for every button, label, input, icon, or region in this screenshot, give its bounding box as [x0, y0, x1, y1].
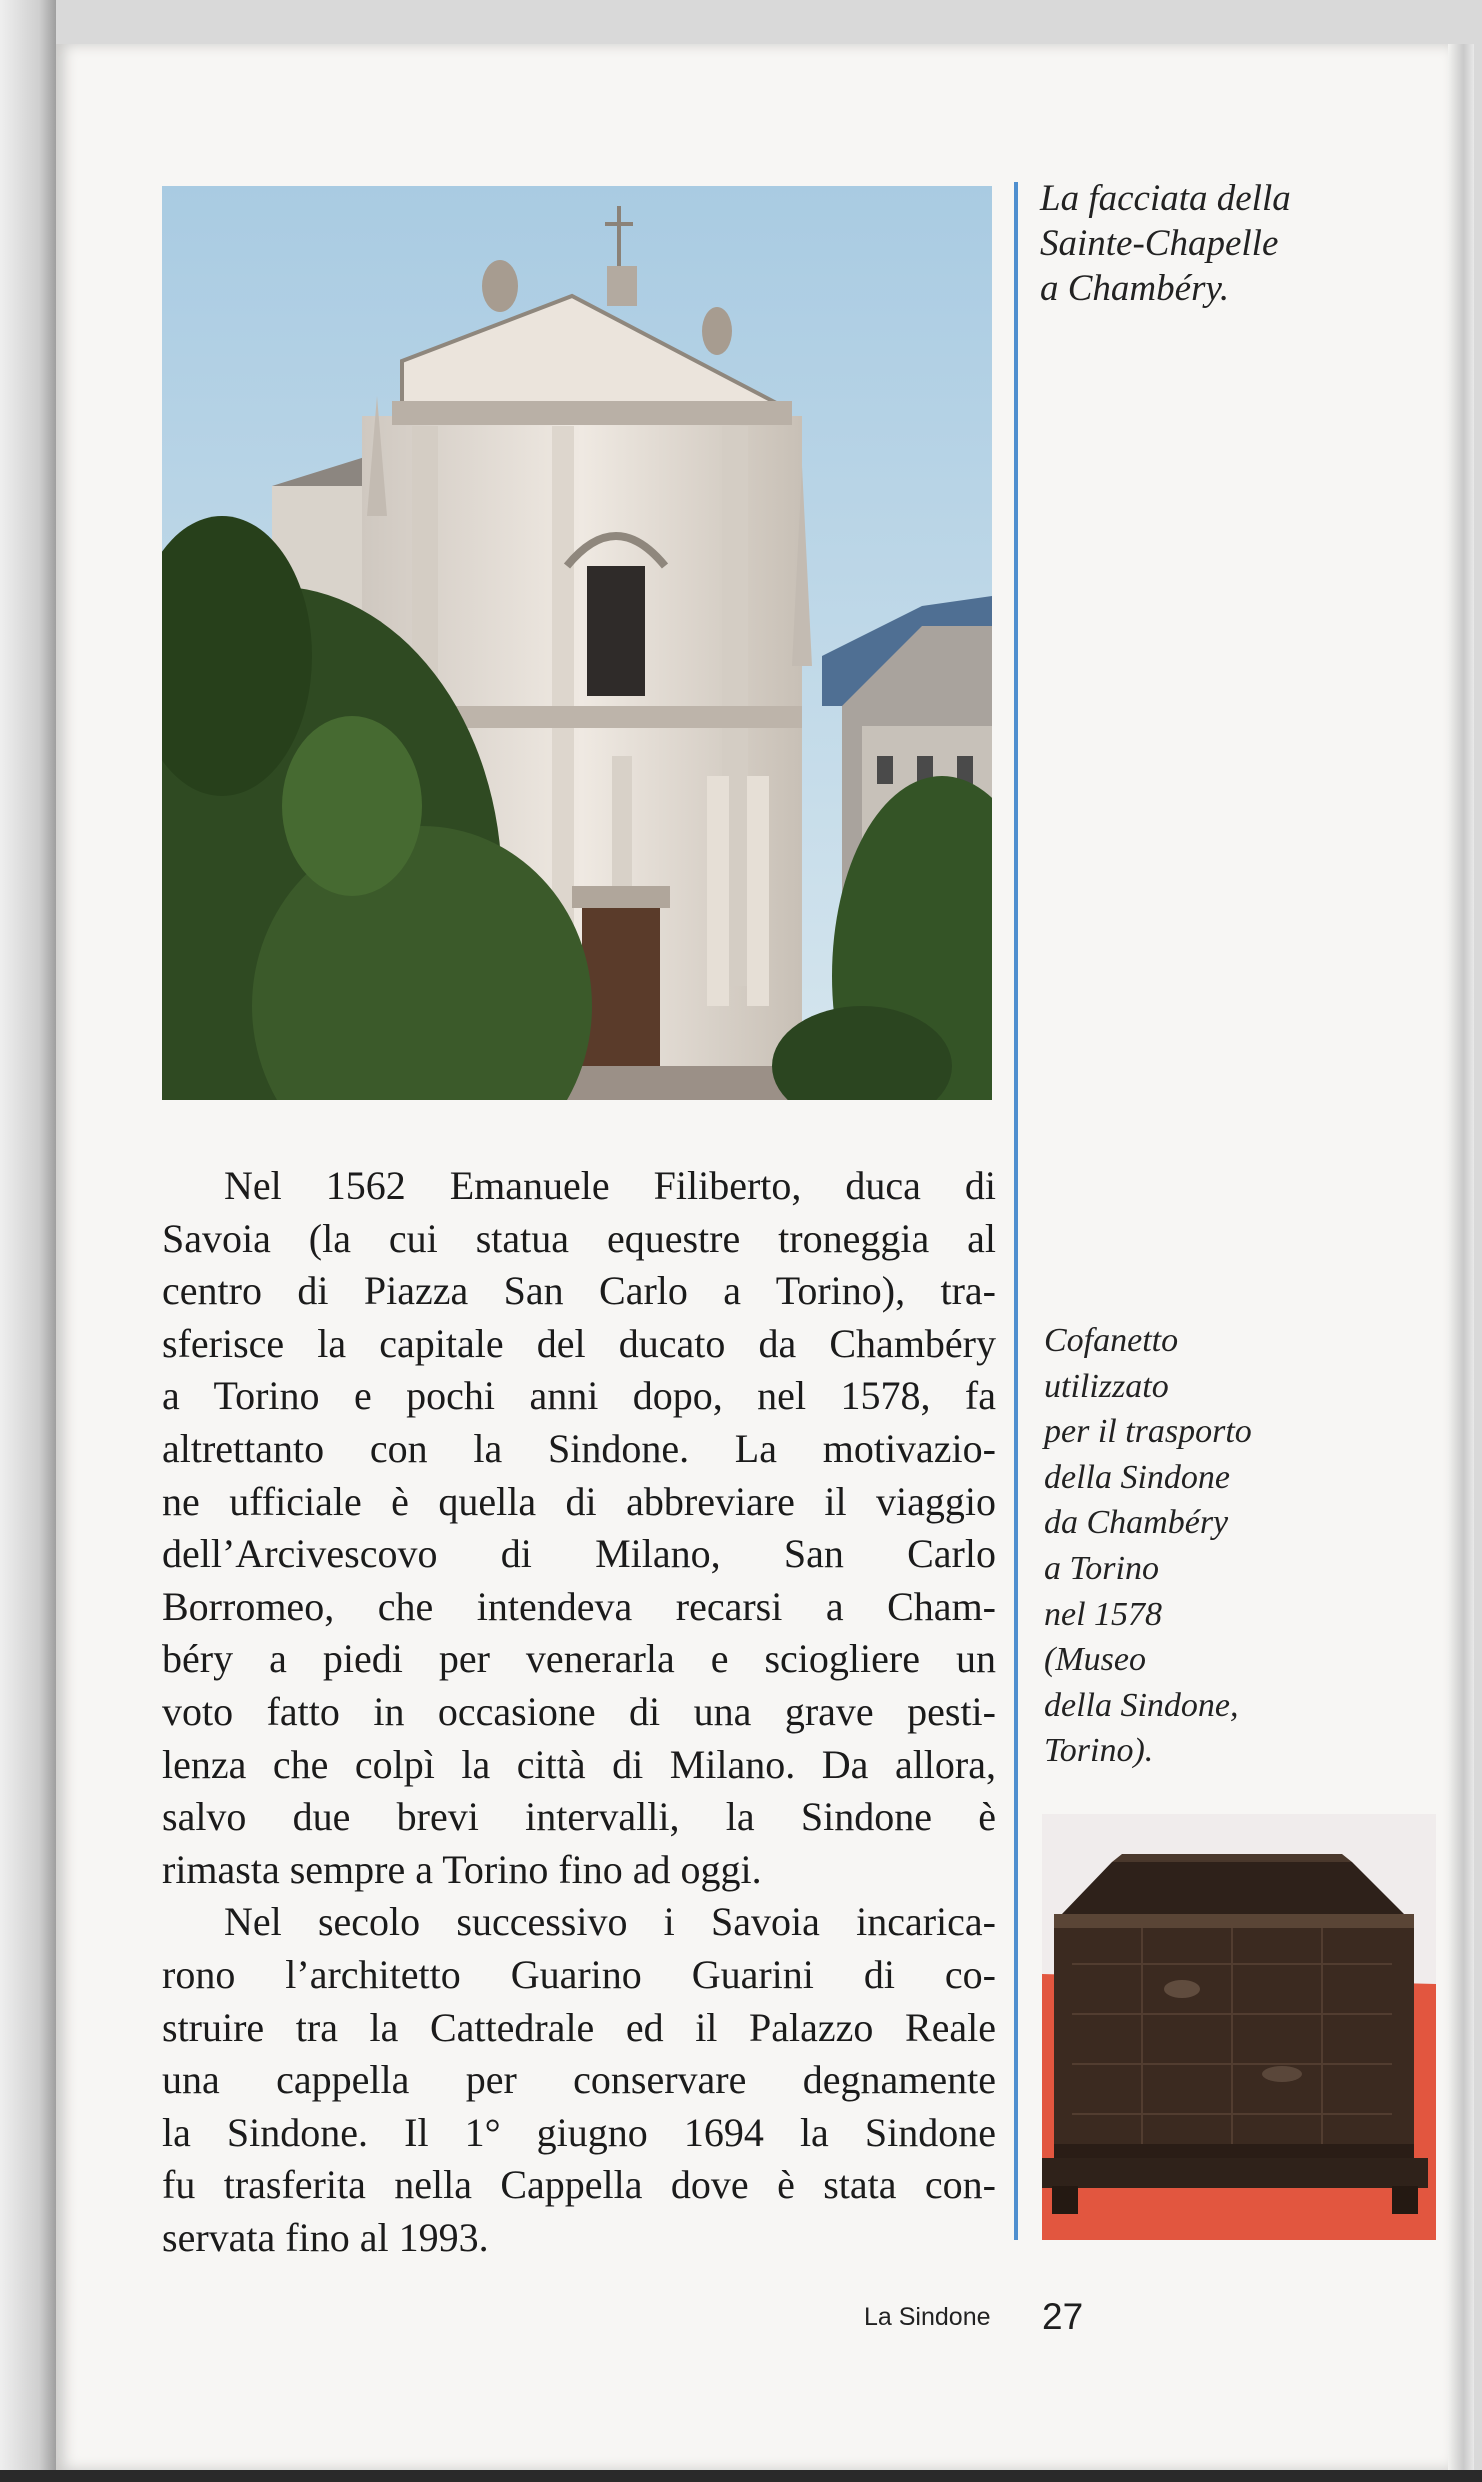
book-spine-shadow [0, 0, 56, 2482]
paragraph-line: a Torino e pochi anni dopo, nel 1578, fa [162, 1373, 996, 1419]
caption-line: della Sindone, [1044, 1686, 1239, 1724]
article-body [162, 1160, 996, 2264]
paragraph-line: altrettanto con la Sindone. La motivazio- [162, 1425, 996, 1471]
caption-line: utilizzato [1044, 1367, 1169, 1405]
paragraph-line: sferisce la capitale del ducato da Chambéry [162, 1320, 996, 1366]
sainte-chapelle-photo [162, 186, 992, 1100]
caption-line: Torino). [1044, 1732, 1154, 1770]
paragraph-line: centro di Piazza San Carlo a Torino), tra- [162, 1268, 996, 1314]
caption-line: La facciata della [1040, 178, 1291, 219]
caption-line: Cofanetto [1044, 1322, 1179, 1359]
paragraph-line: rimasta sempre a Torino fino ad oggi. [162, 1846, 762, 1892]
caption-line: Sainte-Chapelle [1040, 223, 1279, 264]
casket-caption [1044, 1318, 1344, 1774]
page-edge [1448, 44, 1474, 2470]
caption-line: nel 1578 [1044, 1595, 1163, 1633]
paragraph-line: la Sindone. Il 1° giugno 1694 la Sindone [162, 2109, 996, 2155]
paragraph-line: lenza che colpì la città di Milano. Da allora, [162, 1741, 996, 1787]
paragraph-line: dell’Arcivescovo di Milano, San Carlo [162, 1531, 996, 1577]
caption-line: a Chambéry. [1040, 268, 1230, 309]
caption-line: da Chambéry [1044, 1504, 1229, 1542]
running-footer-title: La Sindone [864, 2303, 991, 2331]
paragraph-line: Borromeo, che intendeva recarsi a Cham- [162, 1583, 996, 1629]
facade-caption [1040, 176, 1420, 311]
paragraph-line: salvo due brevi intervalli, la Sindone è [162, 1794, 996, 1840]
paragraph-line: struire tra la Cattedrale ed il Palazzo Reale [162, 2004, 996, 2050]
caption-line: per il trasporto [1044, 1413, 1252, 1451]
caption-line: della Sindone [1044, 1458, 1231, 1496]
paragraph-line: una cappella per conservare degnamente [162, 2057, 996, 2103]
page-bottom-edge [0, 2470, 1482, 2482]
paragraph-line: béry a piedi per venerarla e sciogliere un [162, 1636, 996, 1682]
casket-photo [1042, 1814, 1436, 2240]
paragraph-line: ne ufficiale è quella di abbreviare il viaggio [162, 1478, 996, 1524]
caption-line: a Torino [1044, 1549, 1159, 1587]
paragraph-line: Nel secolo successivo i Savoia incarica- [224, 1899, 996, 1945]
page-number: 27 [1042, 2296, 1084, 2337]
caption-divider-rule [1014, 182, 1018, 2240]
caption-line: (Museo [1044, 1641, 1146, 1679]
paragraph-line: servata fino al 1993. [162, 2214, 489, 2260]
paragraph-line: Nel 1562 Emanuele Filiberto, duca di [224, 1163, 996, 1208]
paragraph-line: fu trasferita nella Cappella dove è stata con- [162, 2162, 996, 2208]
paragraph-line: voto fatto in occasione di una grave pesti- [162, 1688, 996, 1734]
paragraph-line: Savoia (la cui statua equestre troneggia al [162, 1215, 996, 1261]
paragraph-line: rono l’architetto Guarino Guarini di co- [162, 1951, 996, 1997]
